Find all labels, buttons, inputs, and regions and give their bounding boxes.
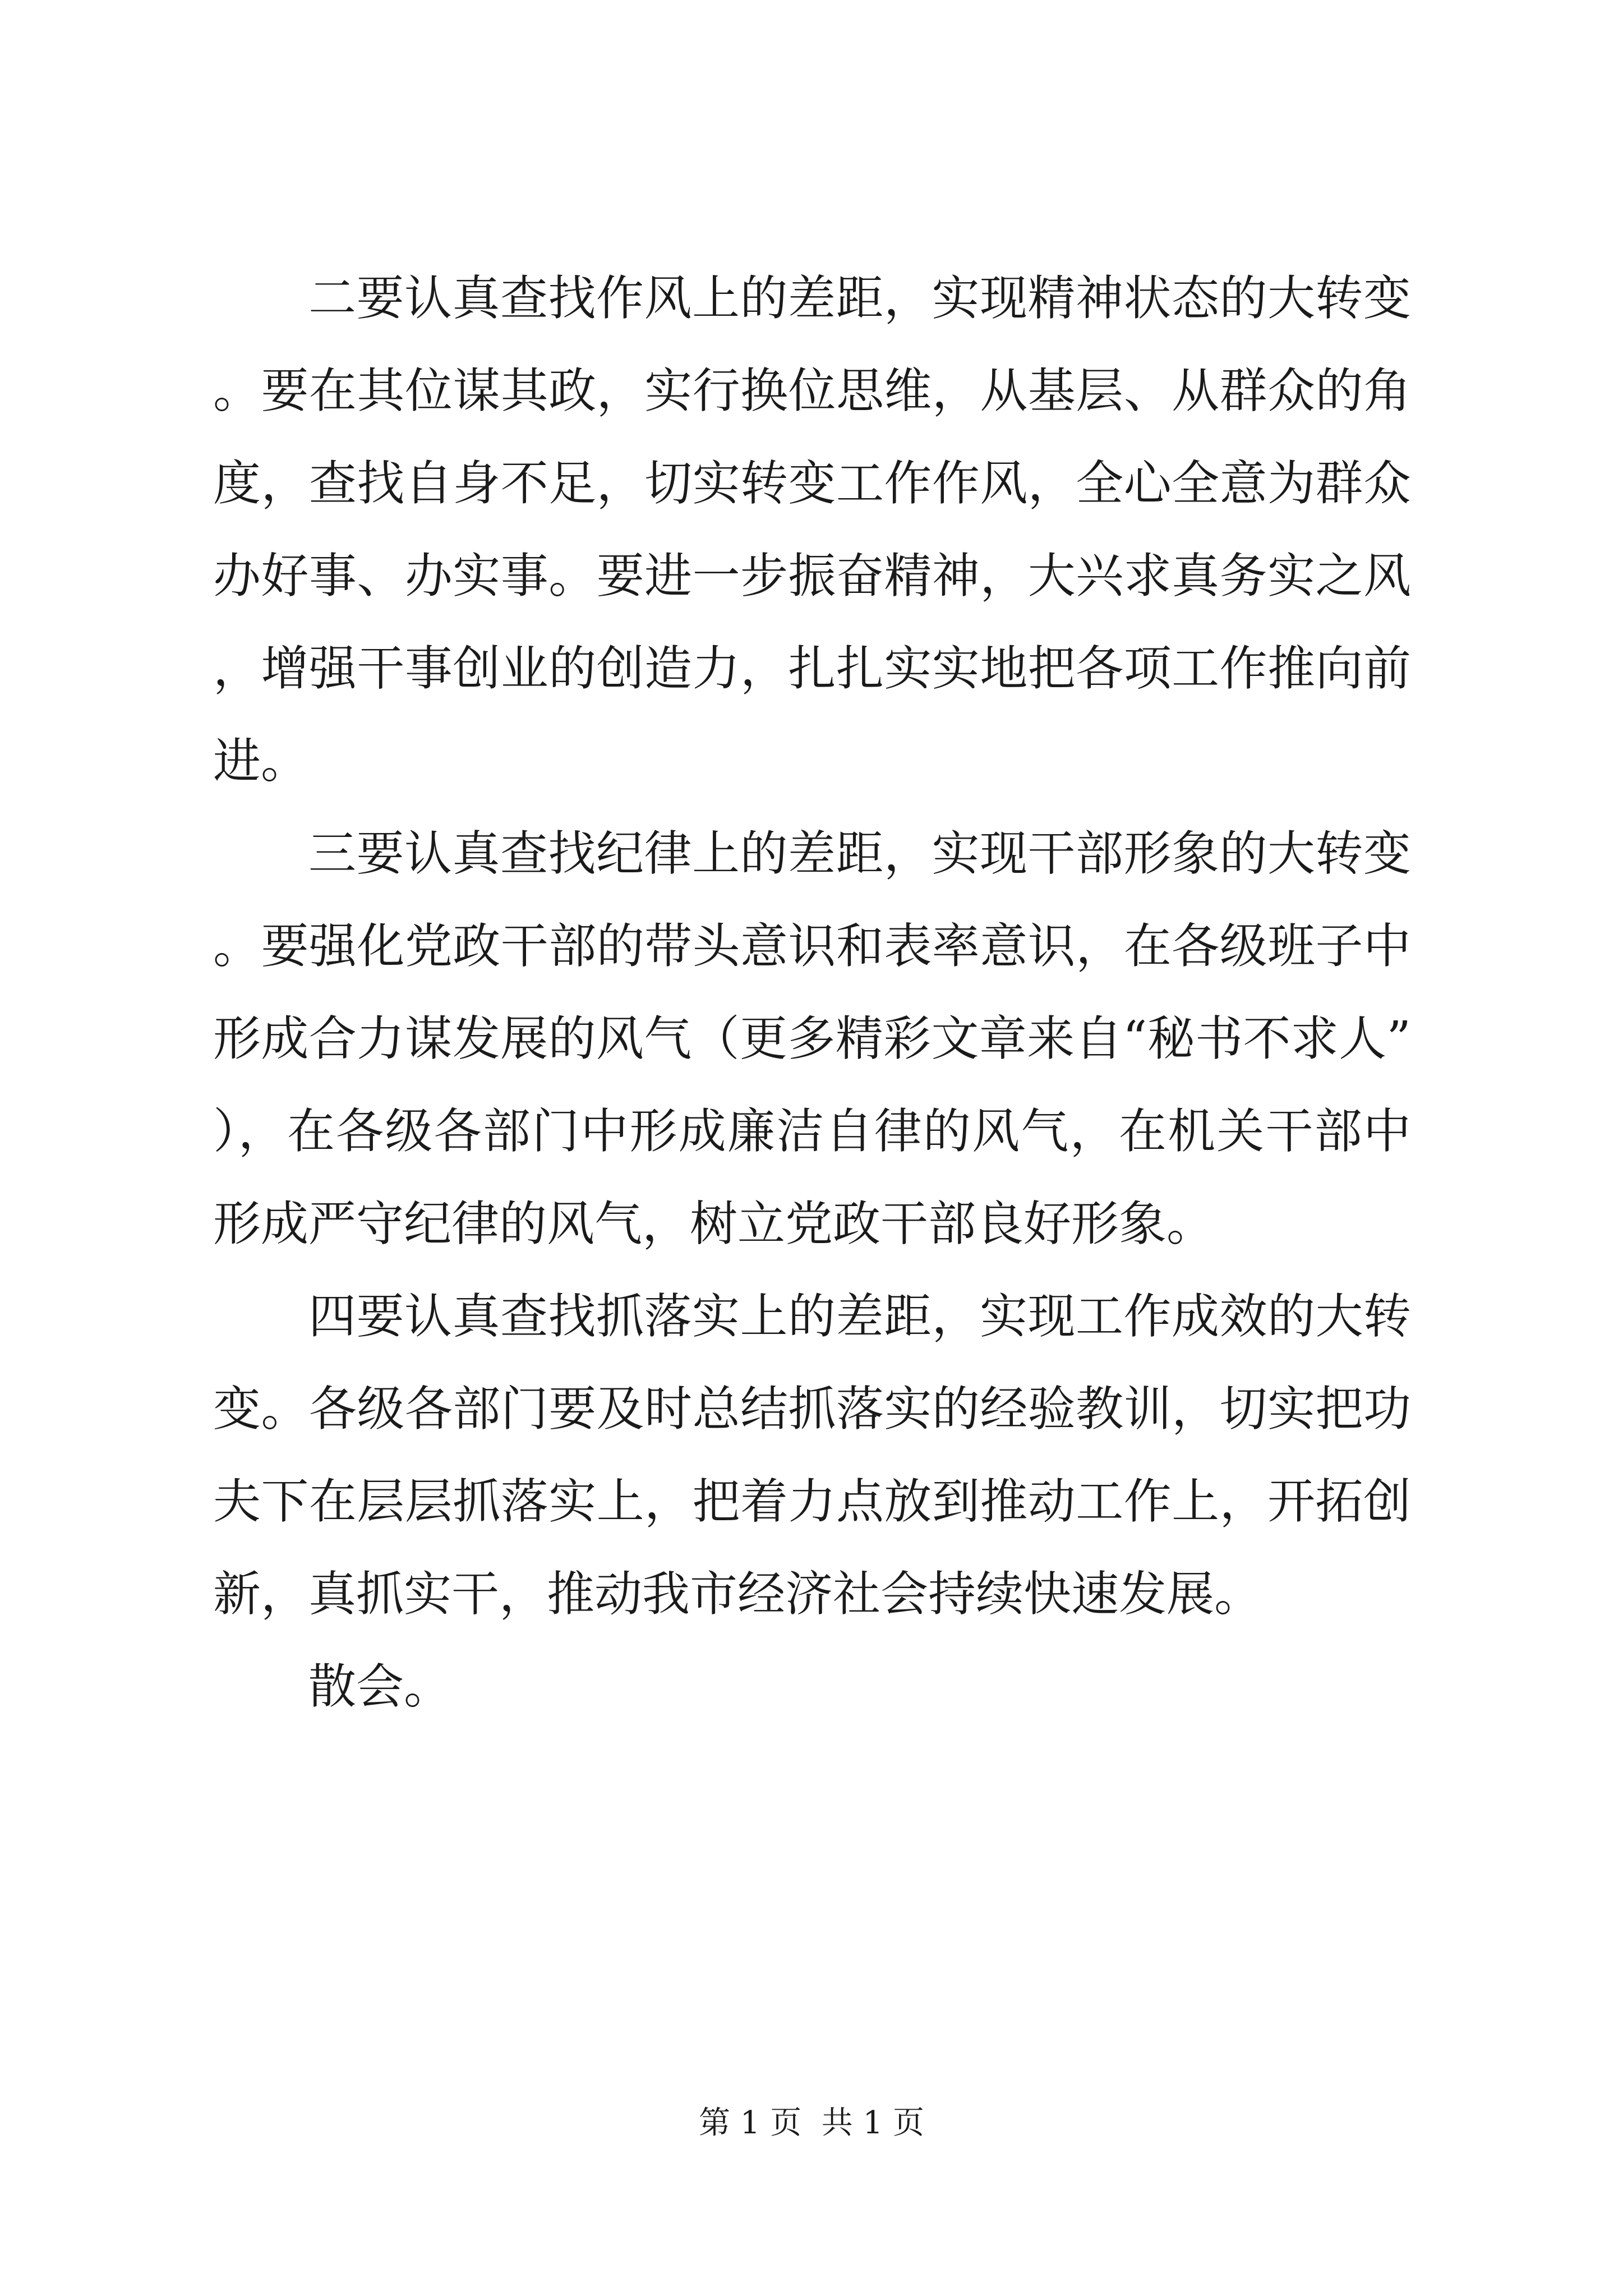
- paragraph-3: 三要认真查找纪律上的差距，实现干部形象的大转变。要强化党政干部的带头意识和表率意识，在各级班子中形成合力谋发展的风气（更多精彩文章来自“秘书不求人”），在各级各部门中形成廉洁自律的风气，在机关干部中形成严守纪律的风气，树立党政干部良好形象。: [213, 826, 1411, 1252]
- paragraph-closing: 散会。: [308, 1659, 452, 1715]
- paragraph-2: 二要认真查找作风上的差距，实现精神状态的大转变。要在其位谋其政，实行换位思维，从基层、从群众的角度，查找自身不足，切实转变工作作风，全心全意为群众办好事、办实事。要进一步振奋精神，大兴求真务实之风，增强干事创业的创造力，扎扎实实地把各项工作推向前进。: [213, 271, 1411, 789]
- page-number-footer: 第 1 页 共 1 页: [698, 2105, 925, 2141]
- document-body: [213, 252, 1411, 1733]
- paragraph-4: 四要认真查找抓落实上的差距，实现工作成效的大转变。各级各部门要及时总结抓落实的经验教训，切实把功夫下在层层抓落实上，把着力点放到推动工作上，开拓创新，真抓实干，推动我市经济社会持续快速发展。: [213, 1289, 1411, 1622]
